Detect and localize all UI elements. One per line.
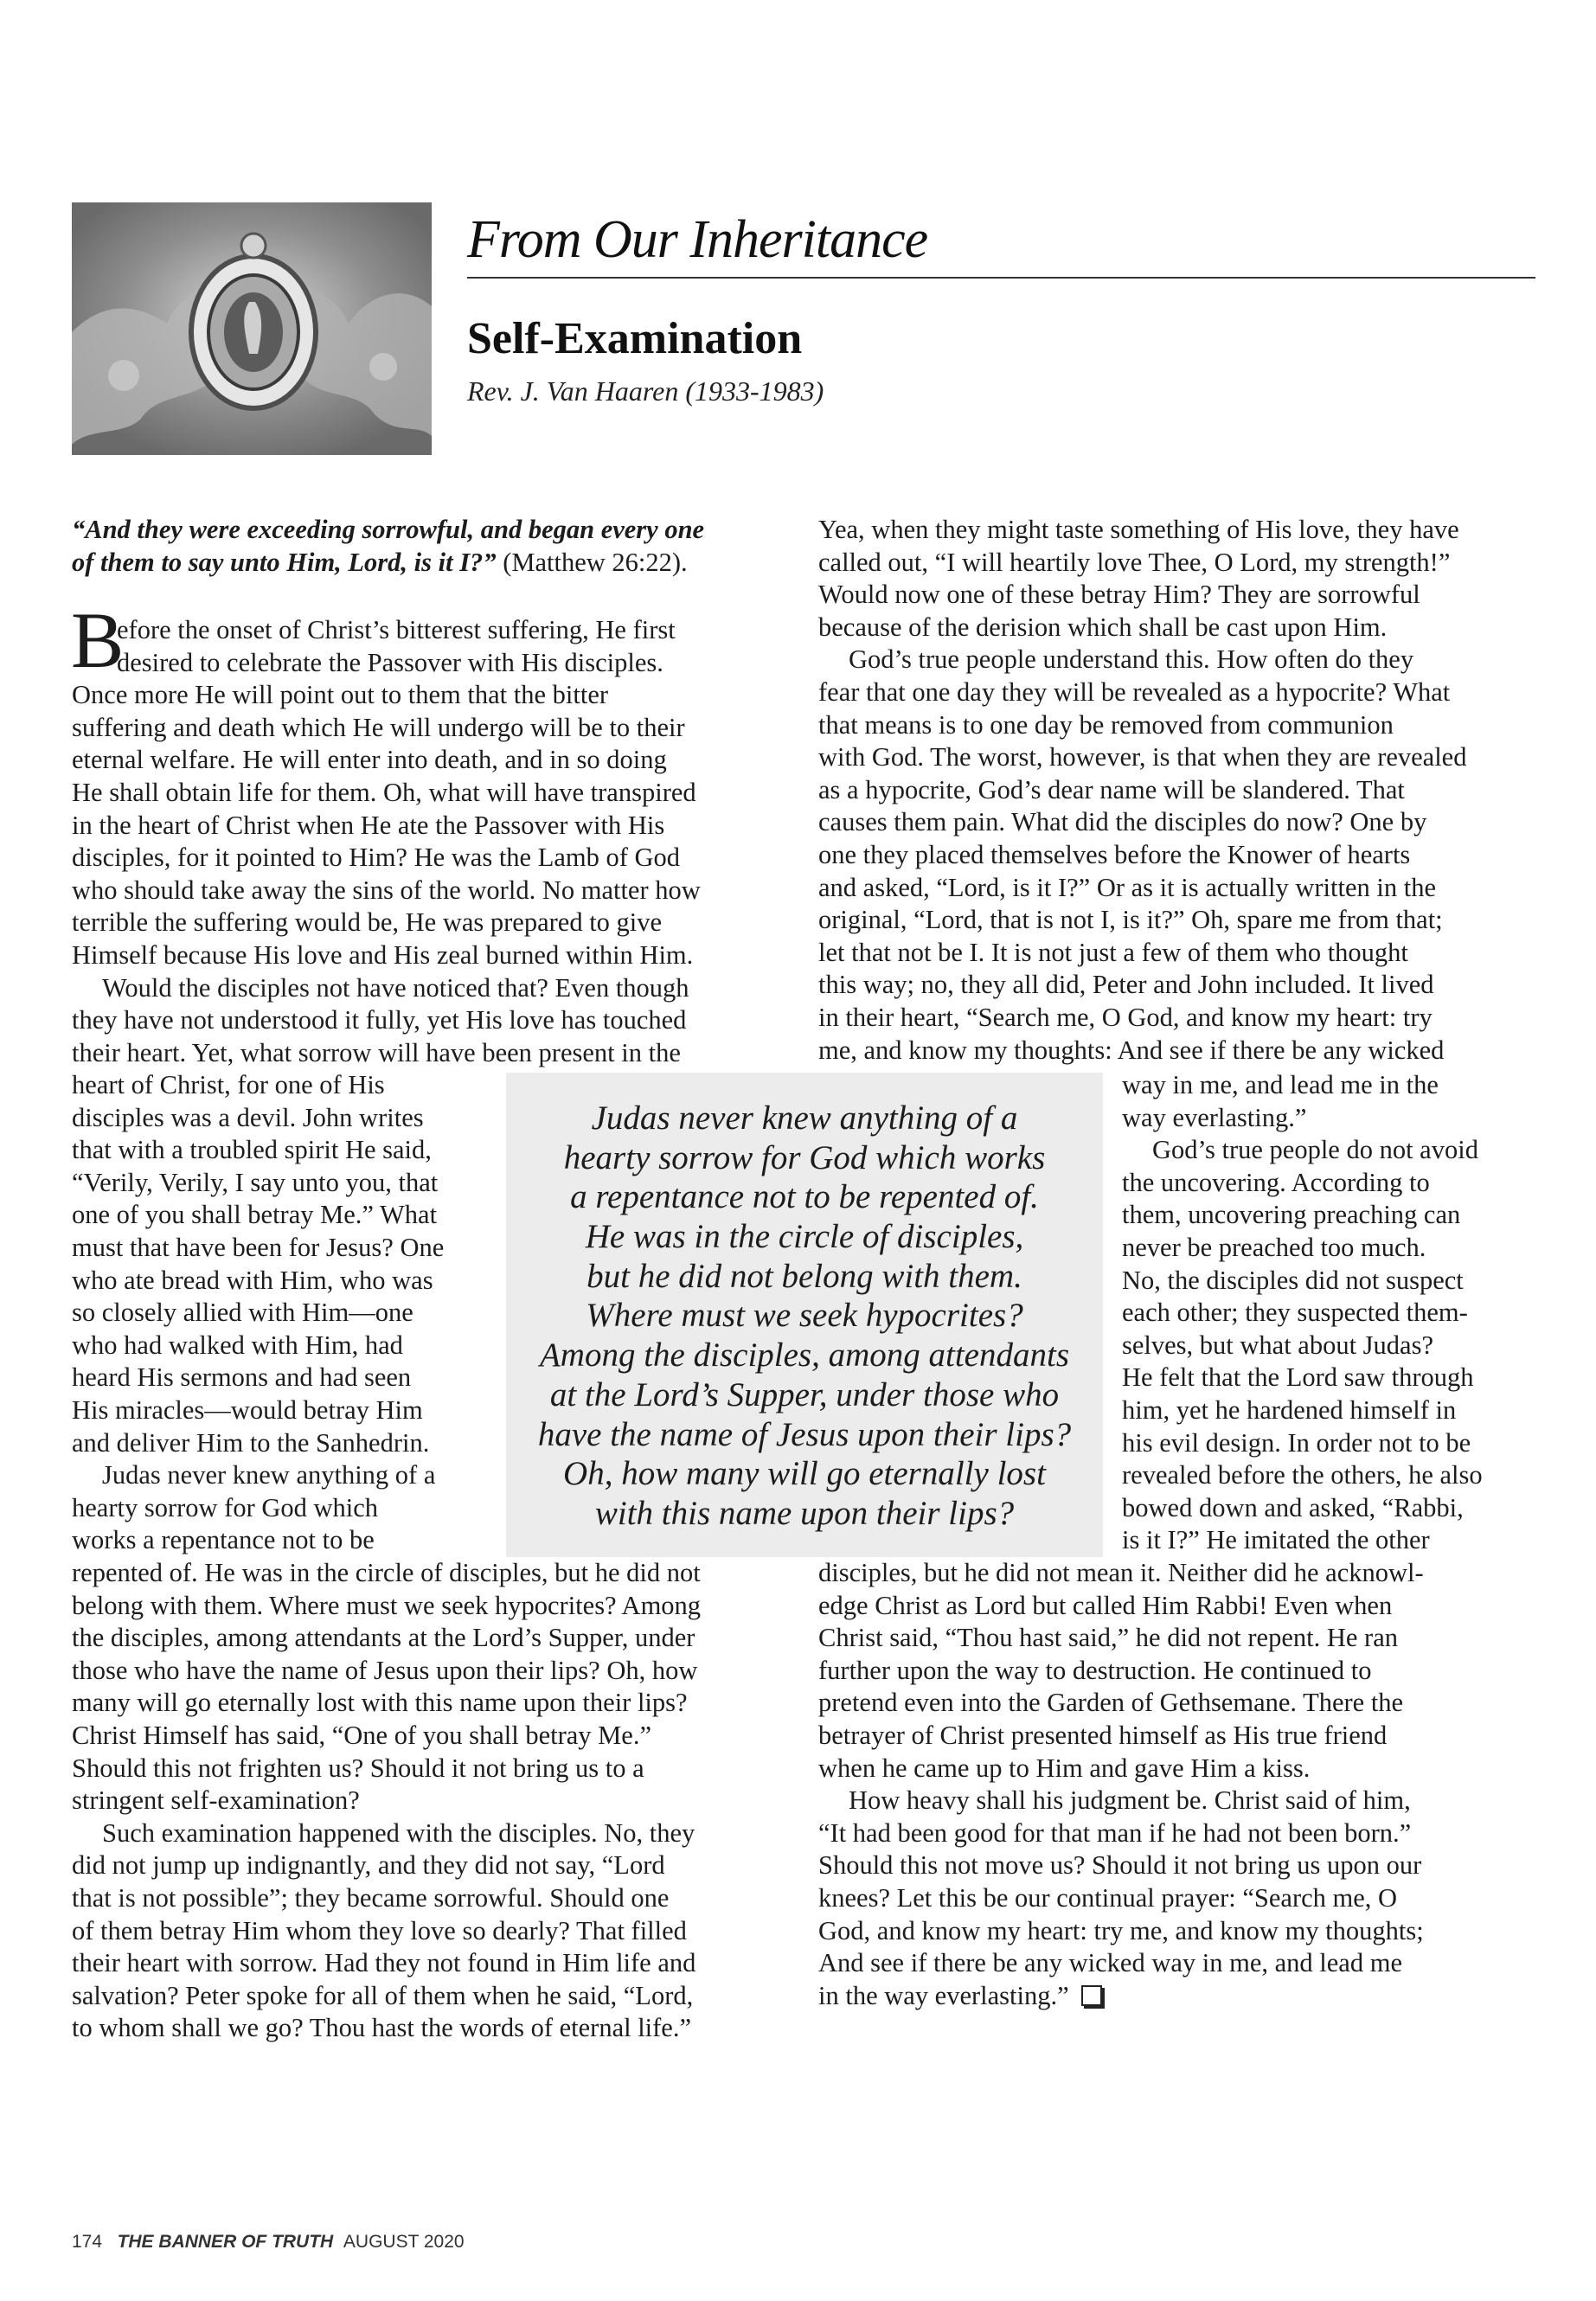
- pull-quote-line: but he did not belong with them.: [586, 1257, 1022, 1295]
- text-line: bowed down and asked, “Rabbi,: [1122, 1492, 1464, 1522]
- text-line: them, uncovering preaching can: [1122, 1200, 1461, 1230]
- text-line: His miracles—would betray Him: [72, 1394, 423, 1425]
- text-line: as a hypocrite, God’s dear name will be slandered. That: [818, 774, 1405, 804]
- text-line: Judas never knew anything of a: [102, 1460, 436, 1490]
- left-column-b: [72, 1069, 444, 1557]
- text-line: and asked, “Lord, is it I?” Or as it is actually written in the: [818, 872, 1436, 902]
- text-line: with God. The worst, however, is that when they are revealed: [818, 742, 1467, 772]
- text-line: disciples was a devil. John writes: [72, 1102, 424, 1132]
- right-column-c: [818, 1557, 1424, 2012]
- article-title: Self-Examination: [467, 314, 803, 363]
- page-number: 174: [72, 2232, 103, 2252]
- text-line: the uncovering. According to: [1122, 1167, 1430, 1197]
- right-column-a: [818, 514, 1466, 1067]
- epigraph-reference: (Matthew 26:22).: [496, 547, 688, 577]
- text-line: pretend even into the Garden of Gethsemane. There the: [818, 1688, 1404, 1718]
- text-line: works a repentance not to be: [72, 1525, 375, 1555]
- text-line: called out, “I will heartily love Thee, O Lord, my strength!”: [818, 547, 1451, 577]
- text-line: who should take away the sins of the world. No matter how: [72, 875, 701, 905]
- text-line: that is not possible”; they became sorrowful. Should one: [72, 1882, 670, 1913]
- text-line: way everlasting.”: [1122, 1102, 1307, 1132]
- text-line: No, the disciples did not suspect: [1122, 1265, 1464, 1295]
- text-line: that means is to one day be removed from communion: [818, 709, 1394, 740]
- drop-cap: B: [71, 596, 125, 684]
- pull-quote-line: at the Lord’s Supper, under those who: [549, 1375, 1060, 1413]
- text-line: and deliver Him to the Sanhedrin.: [72, 1427, 430, 1458]
- text-line: “Verily, Verily, I say unto you, that: [72, 1167, 439, 1197]
- text-line: eternal welfare. He will enter into death, and in so doing: [72, 745, 667, 775]
- text-line: [818, 1980, 1424, 2013]
- text-line: He felt that the Lord saw through: [1122, 1362, 1474, 1393]
- text-line: hearty sorrow for God which: [72, 1492, 379, 1522]
- epigraph-quote-line-2: of them to say unto Him, Lord, is it I?”: [72, 547, 497, 577]
- text-line: “It had been good for that man if he had not been born.”: [818, 1817, 1412, 1848]
- text-line: this way; no, they all did, Peter and John included. It lived: [818, 970, 1434, 1000]
- pull-quote-line: have the name of Jesus upon their lips?: [537, 1415, 1072, 1453]
- text-line: God’s true people understand this. How often do they: [849, 644, 1414, 675]
- text-line: to whom shall we go? Thou hast the words of eternal life.”: [72, 2013, 692, 2043]
- series-title: From Our Inheritance: [467, 210, 928, 269]
- text-line: him, yet he hardened himself in: [1122, 1394, 1457, 1425]
- text-line: Should this not frighten us? Should it not bring us to a: [72, 1753, 644, 1783]
- text-line: Yea, when they might taste something of His love, they have: [818, 515, 1459, 544]
- text-line: one they placed themselves before the Knower of hearts: [818, 839, 1411, 869]
- text-line: And see if there be any wicked way in me, and lead me: [818, 1948, 1402, 1978]
- right-column-b: [1122, 1069, 1483, 1557]
- text-line: of them betray Him whom they love so dearly? That filled: [72, 1915, 687, 1945]
- text-line: Would the disciples not have noticed that? Even though: [102, 972, 689, 1003]
- pull-quote-line: Where must we seek hypocrites?: [586, 1297, 1023, 1335]
- text-line: each other; they suspected them-: [1122, 1298, 1468, 1328]
- locket-image-icon: [72, 202, 432, 455]
- left-column-c: [72, 1557, 701, 2045]
- text-line: did not jump up indignantly, and they did not say, “Lord: [72, 1850, 665, 1881]
- text-line: terrible the suffering would be, He was prepared to give: [72, 907, 663, 938]
- pull-quote: [506, 1099, 1103, 1534]
- publication-name: THE BANNER OF TRUTH: [117, 2232, 334, 2252]
- text-line: one of you shall betray Me.” What: [72, 1200, 438, 1230]
- text-line: suffering and death which He will undergo will be to their: [72, 712, 685, 742]
- epigraph: [72, 514, 704, 579]
- end-mark-icon: [1081, 1985, 1102, 2006]
- text-line: must that have been for Jesus? One: [72, 1232, 445, 1262]
- text-line: because of the derision which shall be cast upon Him.: [818, 612, 1388, 642]
- pull-quote-line: He was in the circle of disciples,: [585, 1218, 1024, 1256]
- text-line: fear that one day they will be revealed as a hypocrite? What: [818, 676, 1451, 707]
- page-footer: [72, 2232, 465, 2253]
- text-line: Himself because His love and His zeal burned within Him.: [72, 939, 694, 970]
- title-rule: [467, 277, 1535, 279]
- text-line: never be preached too much.: [1122, 1232, 1426, 1262]
- epigraph-quote-line-1: “And they were exceeding sorrowful, and began every one: [72, 515, 705, 544]
- text-line: let that not be I. It is not just a few of them who thought: [818, 937, 1408, 967]
- pull-quote-line: a repentance not to be repented of.: [570, 1178, 1039, 1216]
- text-line: their heart. Yet, what sorrow will have been present in the: [72, 1037, 681, 1067]
- locket-photo: [72, 202, 432, 455]
- text-line: when he came up to Him and gave Him a kiss.: [818, 1753, 1311, 1783]
- left-column-a: [72, 614, 701, 1069]
- text-line: Should this not move us? Should it not bring us upon our: [818, 1850, 1422, 1881]
- text-line: Christ Himself has said, “One of you shall betray Me.”: [72, 1720, 652, 1750]
- text-line: way in me, and lead me in the: [1122, 1070, 1439, 1099]
- text-line: salvation? Peter spoke for all of them when he said, “Lord,: [72, 1980, 694, 2010]
- text-line: edge Christ as Lord but called Him Rabbi! Even when: [818, 1590, 1393, 1620]
- issue-date: AUGUST 2020: [343, 2232, 465, 2252]
- text-line: heart of Christ, for one of His: [72, 1070, 385, 1099]
- text-line: who ate bread with Him, who was: [72, 1265, 433, 1295]
- text-line: disciples, for it pointed to Him? He was the Lamb of God: [72, 843, 681, 873]
- text-line: God’s true people do not avoid: [1152, 1135, 1478, 1165]
- pull-quote-line: Oh, how many will go eternally lost: [563, 1455, 1046, 1493]
- text-line: knees? Let this be our continual prayer: “Search me, O: [818, 1882, 1398, 1913]
- text-line: desired to celebrate the Passover with His disciples.: [117, 647, 663, 677]
- text-line: Once more He will point out to them that the bitter: [72, 680, 609, 710]
- pull-quote-line: Judas never knew anything of a: [591, 1099, 1018, 1137]
- text-line: belong with them. Where must we seek hypocrites? Among: [72, 1590, 702, 1620]
- text-line: God, and know my heart: try me, and know my thoughts;: [818, 1915, 1424, 1945]
- text-line: his evil design. In order not to be: [1122, 1427, 1471, 1458]
- text-line: those who have the name of Jesus upon their lips? Oh, how: [72, 1655, 698, 1685]
- pull-quote-line: hearty sorrow for God which works: [563, 1138, 1046, 1176]
- text-line: selves, but what about Judas?: [1122, 1330, 1433, 1360]
- text-line: How heavy shall his judgment be. Christ said of him,: [849, 1785, 1411, 1816]
- text-line: in their heart, “Search me, O God, and know my heart: try: [818, 1002, 1433, 1032]
- text-line: their heart with sorrow. Had they not found in Him life and: [72, 1948, 696, 1978]
- text-line: revealed before the others, he also: [1122, 1460, 1483, 1490]
- text-line: stringent self-examination?: [72, 1785, 360, 1816]
- text-line: repented of. He was in the circle of disciples, but he did not: [72, 1558, 701, 1587]
- text-line: who had walked with Him, had: [72, 1330, 403, 1360]
- text-line: me, and know my thoughts: And see if there be any wicked: [818, 1035, 1445, 1065]
- text-line: original, “Lord, that is not I, is it?” Oh, spare me from that;: [818, 905, 1443, 935]
- text-line: betrayer of Christ presented himself as His true friend: [818, 1720, 1388, 1750]
- text-line: disciples, but he did not mean it. Neither did he acknowl-: [818, 1558, 1424, 1587]
- text-line: many will go eternally lost with this name upon their lips?: [72, 1688, 688, 1718]
- text-line: He shall obtain life for them. Oh, what will have transpired: [72, 777, 696, 807]
- text-line: Such examination happened with the disciples. No, they: [102, 1817, 695, 1848]
- text-line: Would now one of these betray Him? They are sorrowful: [818, 580, 1420, 610]
- byline: Rev. J. Van Haaren (1933-1983): [467, 375, 824, 407]
- pull-quote-line: Among the disciples, among attendants: [539, 1336, 1070, 1375]
- text-line: they have not understood it fully, yet His love has touched: [72, 1005, 687, 1035]
- text-line: Christ said, “Thou hast said,” he did not repent. He ran: [818, 1623, 1398, 1653]
- text-line: heard His sermons and had seen: [72, 1362, 412, 1393]
- text-line: the disciples, among attendants at the Lord’s Supper, under: [72, 1623, 695, 1653]
- text-line: causes them pain. What did the disciples do now? One by: [818, 807, 1427, 837]
- text-line: so closely allied with Him—one: [72, 1298, 413, 1328]
- text-line-final: in the way everlasting.”: [818, 1980, 1069, 2010]
- text-line: efore the onset of Christ’s bitterest suffering, He first: [117, 615, 676, 644]
- text-line: that with a troubled spirit He said,: [72, 1135, 432, 1165]
- text-line: is it I?” He imitated the other: [1122, 1525, 1430, 1555]
- pull-quote-line: with this name upon their lips?: [594, 1494, 1015, 1532]
- text-line: further upon the way to destruction. He continued to: [818, 1655, 1372, 1685]
- text-line: in the heart of Christ when He ate the Passover with His: [72, 810, 665, 840]
